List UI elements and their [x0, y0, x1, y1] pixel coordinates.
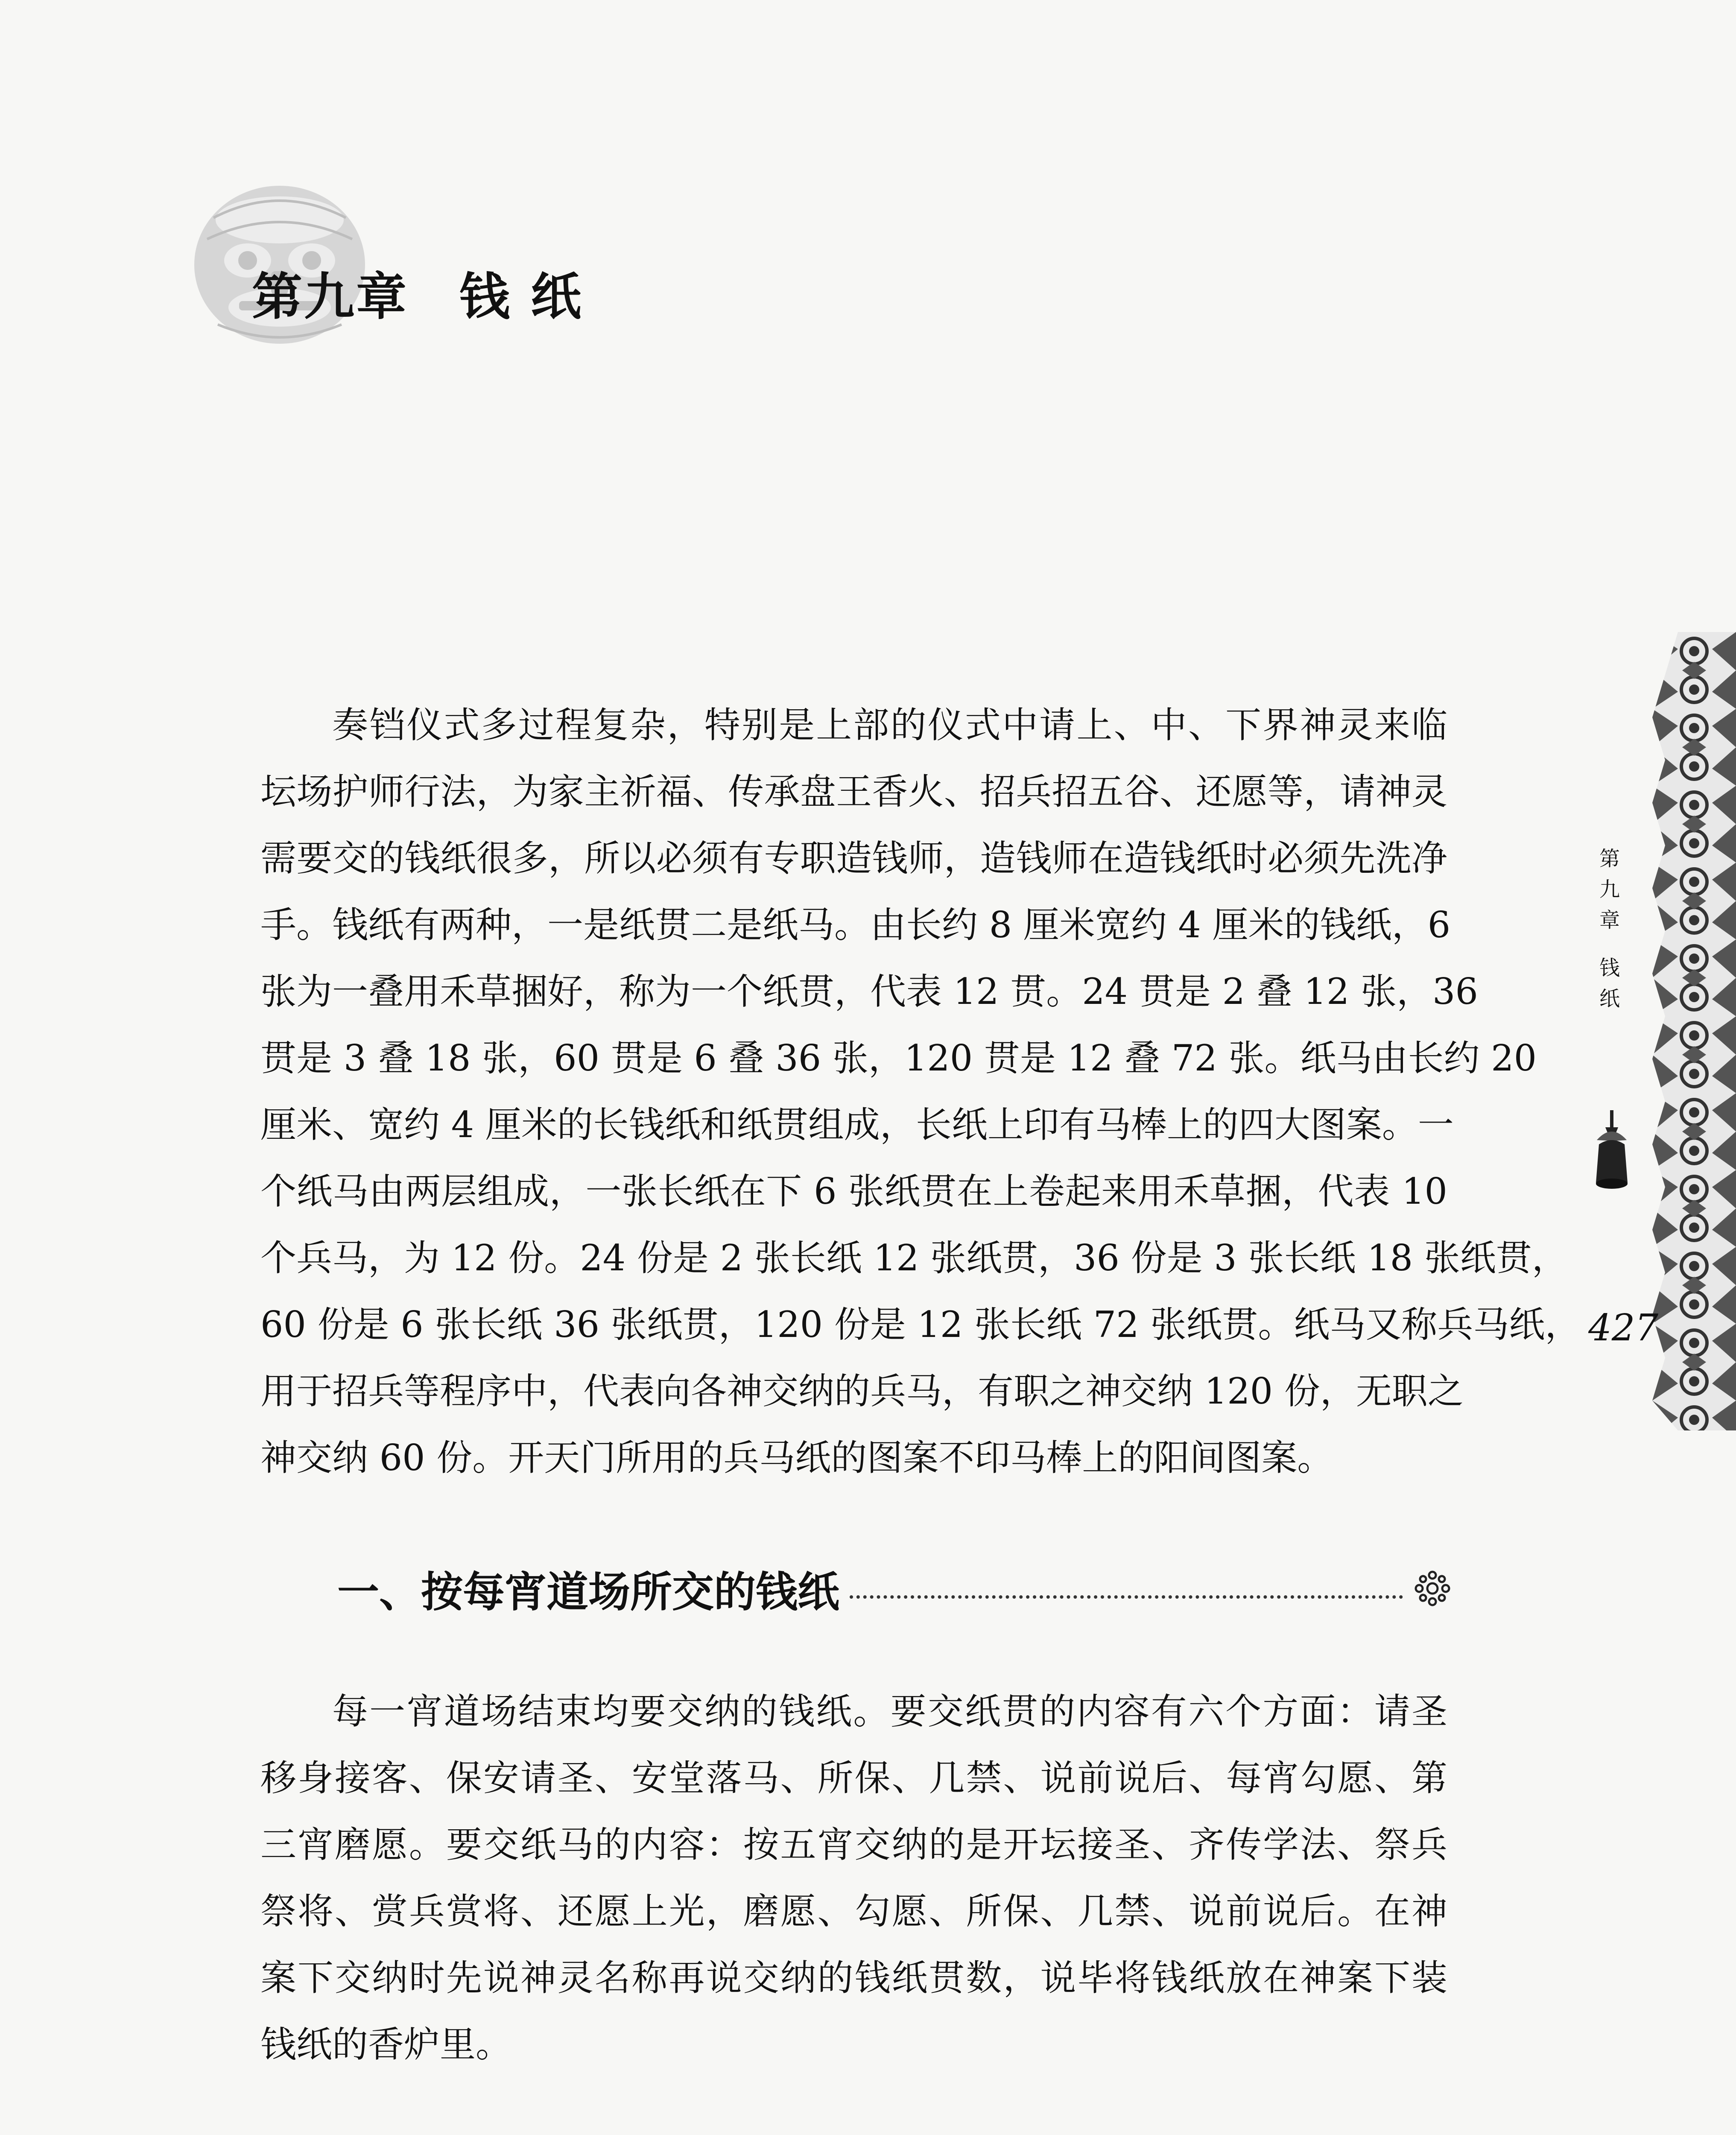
- section-paragraph: [260, 1678, 1447, 2078]
- chapter-name: 钱 纸: [459, 267, 583, 326]
- side-chapter-char: 九: [1599, 877, 1620, 901]
- section-line: 移身接客、保安请圣、安堂落马、所保、几禁、说前说后、每宵勾愿、第: [260, 1757, 1447, 1799]
- heading-dotted-leader: [850, 1578, 1403, 1599]
- intro-line: 贯是 3 叠 18 张，60 贯是 6 叠 36 张，120 贯是 12 叠 72 张。纸马由长约 20: [260, 1037, 1537, 1079]
- section-line: 每一宵道场结束均要交纳的钱纸。要交纸贯的内容有六个方面：请圣: [332, 1690, 1447, 1732]
- intro-line: 厘米、宽约 4 厘米的长钱纸和纸贯组成，长纸上印有马棒上的四大图案。一: [260, 1104, 1454, 1146]
- intro-line: 个兵马，为 12 份。24 份是 2 张长纸 12 张纸贯，36 份是 3 张长纸 18 张纸贯，: [260, 1237, 1568, 1279]
- intro-line: 手。钱纸有两种，一是纸贯二是纸马。由长约 8 厘米宽约 4 厘米的钱纸，6: [260, 904, 1451, 946]
- section-heading: [337, 1563, 1452, 1617]
- intro-paragraph: [260, 692, 1581, 1491]
- intro-line: 用于招兵等程序中，代表向各神交纳的兵马，有职之神交纳 120 份，无职之: [260, 1370, 1464, 1412]
- chapter-title: [252, 256, 583, 329]
- intro-line: 个纸马由两层组成，一张长纸在下 6 张纸贯在上卷起来用禾草捆，代表 10: [260, 1170, 1447, 1212]
- bell-icon: [1588, 1110, 1635, 1196]
- intro-line: 60 份是 6 张长纸 36 张纸贯，120 份是 12 张长纸 72 张纸贯。纸马又称兵马纸，: [260, 1304, 1581, 1345]
- flower-ornament-icon: [1413, 1569, 1452, 1608]
- side-chapter-label: [1593, 843, 1627, 1014]
- section-line: 祭将、赏兵赏将、还愿上光，磨愿、勾愿、所保、几禁、说前说后。在神: [260, 1890, 1447, 1932]
- section-line: 案下交纳时先说神灵名称再说交纳的钱纸贯数，说毕将钱纸放在神案下装: [260, 1957, 1447, 1999]
- section-line: 钱纸的香炉里。: [260, 2024, 512, 2065]
- chapter-number: 第九章: [252, 267, 409, 326]
- intro-line: 神交纳 60 份。开天门所用的兵马纸的图案不印马棒上的阳间图案。: [260, 1437, 1333, 1479]
- side-chapter-char: 第: [1599, 847, 1620, 871]
- page-number: 427: [1588, 1307, 1659, 1349]
- side-chapter-char: 章: [1599, 908, 1620, 932]
- decorative-band: [1652, 632, 1736, 1430]
- section-line: 三宵磨愿。要交纸马的内容：按五宵交纳的是开坛接圣、齐传学法、祭兵: [260, 1824, 1447, 1866]
- section-heading-text: 一、按每宵道场所交的钱纸: [337, 1567, 840, 1617]
- intro-line: 张为一叠用禾草捆好，称为一个纸贯，代表 12 贯。24 贯是 2 叠 12 张，36: [260, 971, 1478, 1012]
- intro-line: 坛场护师行法，为家主祈福、传承盘王香火、招兵招五谷、还愿等，请神灵: [260, 771, 1447, 813]
- intro-line: 需要交的钱纸很多，所以必须有专职造钱师，造钱师在造钱纸时必须先洗净: [260, 837, 1447, 879]
- intro-line: 奏铛仪式多过程复杂，特别是上部的仪式中请上、中、下界神灵来临: [332, 704, 1447, 746]
- side-chapter-char: 纸: [1599, 987, 1620, 1011]
- side-chapter-char: 钱: [1599, 956, 1620, 980]
